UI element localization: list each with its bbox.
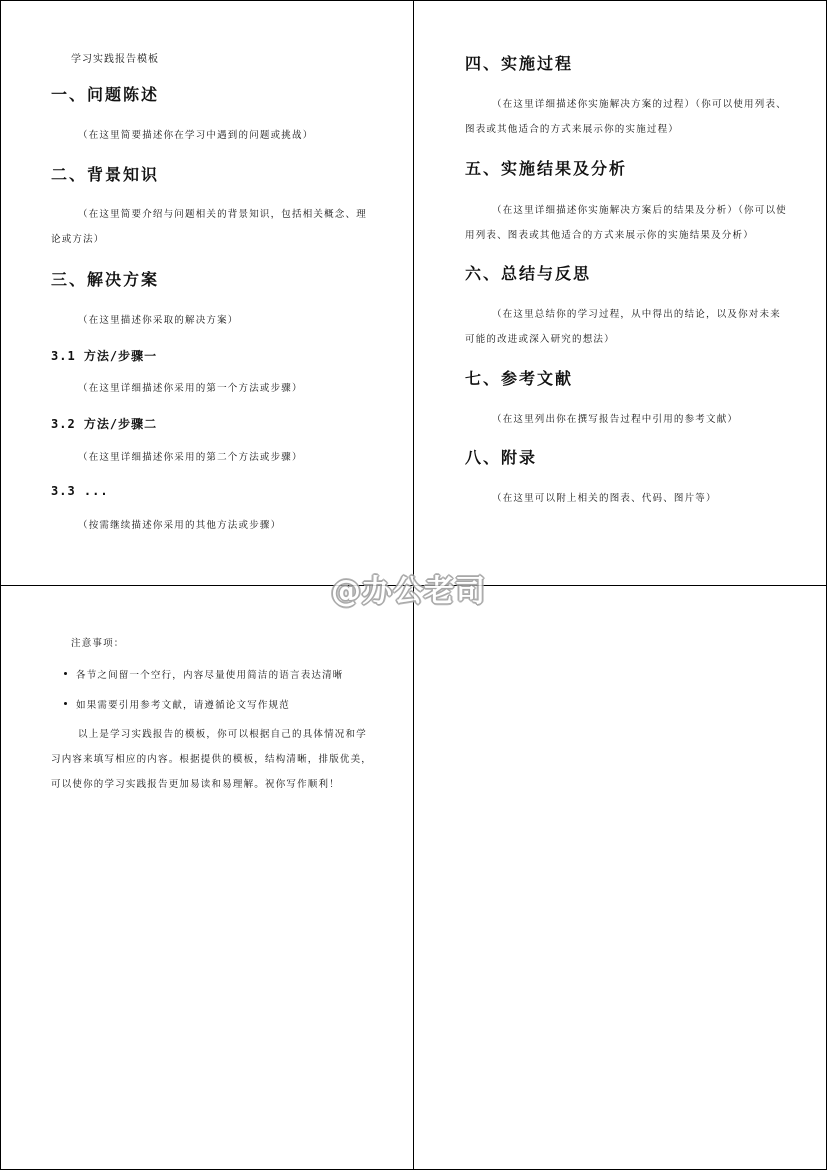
- subsection-body-3-3: （按需继续描述你采用的其他方法或步骤）: [78, 520, 282, 531]
- section-heading-4: 四、实施过程: [465, 54, 574, 73]
- bullet-icon: [64, 672, 67, 675]
- list-item-text: 如果需要引用参考文献，请遵循论文写作规范: [76, 700, 291, 711]
- list-item-text: 各节之间留一个空行，内容尽量使用简洁的语言表达清晰: [76, 670, 344, 681]
- section-body-7: （在这里列出你在撰写报告过程中引用的参考文献）: [492, 414, 739, 425]
- section-heading-6: 六、总结与反思: [465, 264, 592, 283]
- list-item: [76, 697, 290, 711]
- section-body-2: （在这里简要介绍与问题相关的背景知识，包括相关概念、理论或方法）: [51, 209, 367, 245]
- section-body-6: （在这里总结你的学习过程，从中得出的结论，以及你对未来可能的改进或深入研究的想法）: [465, 309, 781, 345]
- section-body-1: （在这里简要描述你在学习中遇到的问题或挑战）: [78, 130, 314, 141]
- watermark: @办公老司: [331, 574, 486, 609]
- section-heading-5: 五、实施结果及分析: [465, 159, 628, 178]
- section-body-4: （在这里详细描述你实施解决方案的过程）（你可以使用列表、图表或其他适合的方式来展示你的实施过程）: [465, 99, 787, 135]
- notes-label: 注意事项：: [71, 638, 125, 649]
- section-heading-7: 七、参考文献: [465, 369, 574, 388]
- subsection-heading-3-3: 3.3 ...: [51, 484, 109, 498]
- page-title: 学习实践报告模板: [71, 54, 159, 65]
- section-heading-1: 一、问题陈述: [51, 85, 160, 104]
- list-item: [76, 667, 344, 681]
- section-heading-2: 二、背景知识: [51, 165, 160, 184]
- section-heading-8: 八、附录: [465, 448, 538, 467]
- section-body-8: （在这里可以附上相关的图表、代码、图片等）: [492, 493, 717, 504]
- section-heading-3: 三、解决方案: [51, 270, 160, 289]
- subsection-body-3-1: （在这里详细描述你采用的第一个方法或步骤）: [78, 383, 303, 394]
- subsection-body-3-2: （在这里详细描述你采用的第二个方法或步骤）: [78, 452, 303, 463]
- subsection-heading-3-1: 3.1 方法/步骤一: [51, 349, 158, 363]
- section-body-3: （在这里描述你采取的解决方案）: [78, 315, 239, 326]
- subsection-heading-3-2: 3.2 方法/步骤二: [51, 417, 158, 431]
- section-body-5: （在这里详细描述你实施解决方案后的结果及分析）（你可以使用列表、图表或其他适合的方式来展示你的实施结果及分析）: [465, 205, 787, 241]
- bullet-icon: [64, 702, 67, 705]
- closing-paragraph: 以上是学习实践报告的模板，你可以根据自己的具体情况和学习内容来填写相应的内容。根据提供的模板，结构清晰，排版优美，可以使你的学习实践报告更加易读和易理解。祝你写作顺利！: [51, 729, 373, 790]
